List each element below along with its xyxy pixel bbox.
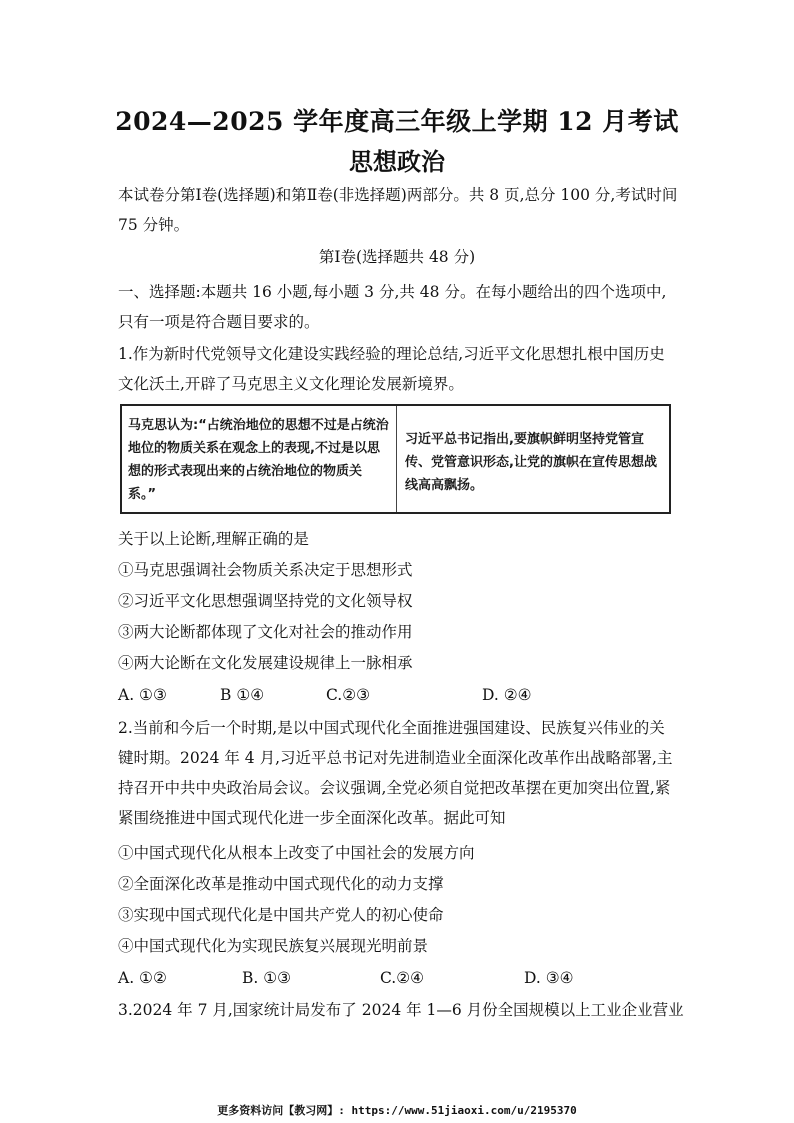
option-c: C.②③ bbox=[326, 686, 371, 704]
question-1-statement: ③两大论断都体现了文化对社会的推动作用 bbox=[118, 623, 413, 641]
question-2-statement: ②全面深化改革是推动中国式现代化的动力支撑 bbox=[118, 875, 444, 893]
option-d: D. ③④ bbox=[524, 969, 574, 987]
exam-title: 2024—2025 学年度高三年级上学期 12 月考试 bbox=[115, 107, 679, 136]
option-a: A. ①③ bbox=[118, 686, 167, 704]
question-2-options bbox=[118, 963, 688, 993]
option-a: A. ①② bbox=[118, 969, 167, 987]
option-d: D. ②④ bbox=[482, 686, 532, 704]
question-2-stem: 2.当前和今后一个时期,是以中国式现代化全面推进强国建设、民族复兴伟业的关键时期。2024 年 4 月,习近平总书记对先进制造业全面深化改革作出战略部署,主持召开中共中央政治局会议。会议强调,全党必须自觉把改革摆在更加突出位置,紧紧围绕推进中国式现代化进一步全面深化改革。据此可知 bbox=[118, 719, 673, 827]
question-2-statement: ④中国式现代化为实现民族复兴展现光明前景 bbox=[118, 937, 429, 955]
question-1-quote-table bbox=[120, 404, 671, 514]
question-1-options bbox=[118, 680, 688, 710]
section-instruction: 一、选择题:本题共 16 小题,每小题 3 分,共 48 分。在每小题给出的四个选项中,只有一项是符合题目要求的。 bbox=[118, 283, 667, 331]
question-1-statement: ②习近平文化思想强调坚持党的文化领导权 bbox=[118, 592, 413, 610]
quote-xi: 习近平总书记指出,要旗帜鲜明坚持党管宣传、党管意识形态,让党的旗帜在宣传思想战线高高飘扬。 bbox=[405, 432, 657, 493]
quote-marx: 马克思认为:“占统治地位的思想不过是占统治地位的物质关系在观念上的表现,不过是以思想的形式表现出来的占统治地位的物质关系。” bbox=[122, 406, 397, 512]
question-2-statement: ③实现中国式现代化是中国共产党人的初心使命 bbox=[118, 906, 444, 924]
question-1-prompt: 关于以上论断,理解正确的是 bbox=[118, 530, 309, 548]
exam-intro: 本试卷分第Ⅰ卷(选择题)和第Ⅱ卷(非选择题)两部分。共 8 页,总分 100 分,考试时间 75 分钟。 bbox=[118, 186, 678, 234]
option-c: C.②④ bbox=[380, 969, 425, 987]
option-b: B. ①③ bbox=[242, 969, 292, 987]
footer-link[interactable]: 更多资料访问【教习网】: https://www.51jiaoxi.com/u/2195370 bbox=[217, 1104, 577, 1117]
question-1-statement: ①马克思强调社会物质关系决定于思想形式 bbox=[118, 561, 413, 579]
exam-subject: 思想政治 bbox=[349, 147, 445, 176]
option-b: B ①④ bbox=[220, 686, 265, 704]
question-1-statement: ④两大论断在文化发展建设规律上一脉相承 bbox=[118, 654, 413, 672]
question-3-stem: 3.2024 年 7 月,国家统计局发布了 2024 年 1—6 月份全国规模以上工业企业营业 bbox=[118, 1001, 684, 1019]
question-1-stem: 1.作为新时代党领导文化建设实践经验的理论总结,习近平文化思想扎根中国历史文化沃土,开辟了马克思主义文化理论发展新境界。 bbox=[118, 345, 665, 393]
section-title: 第Ⅰ卷(选择题共 48 分) bbox=[318, 248, 476, 266]
question-2-statement: ①中国式现代化从根本上改变了中国社会的发展方向 bbox=[118, 844, 475, 862]
